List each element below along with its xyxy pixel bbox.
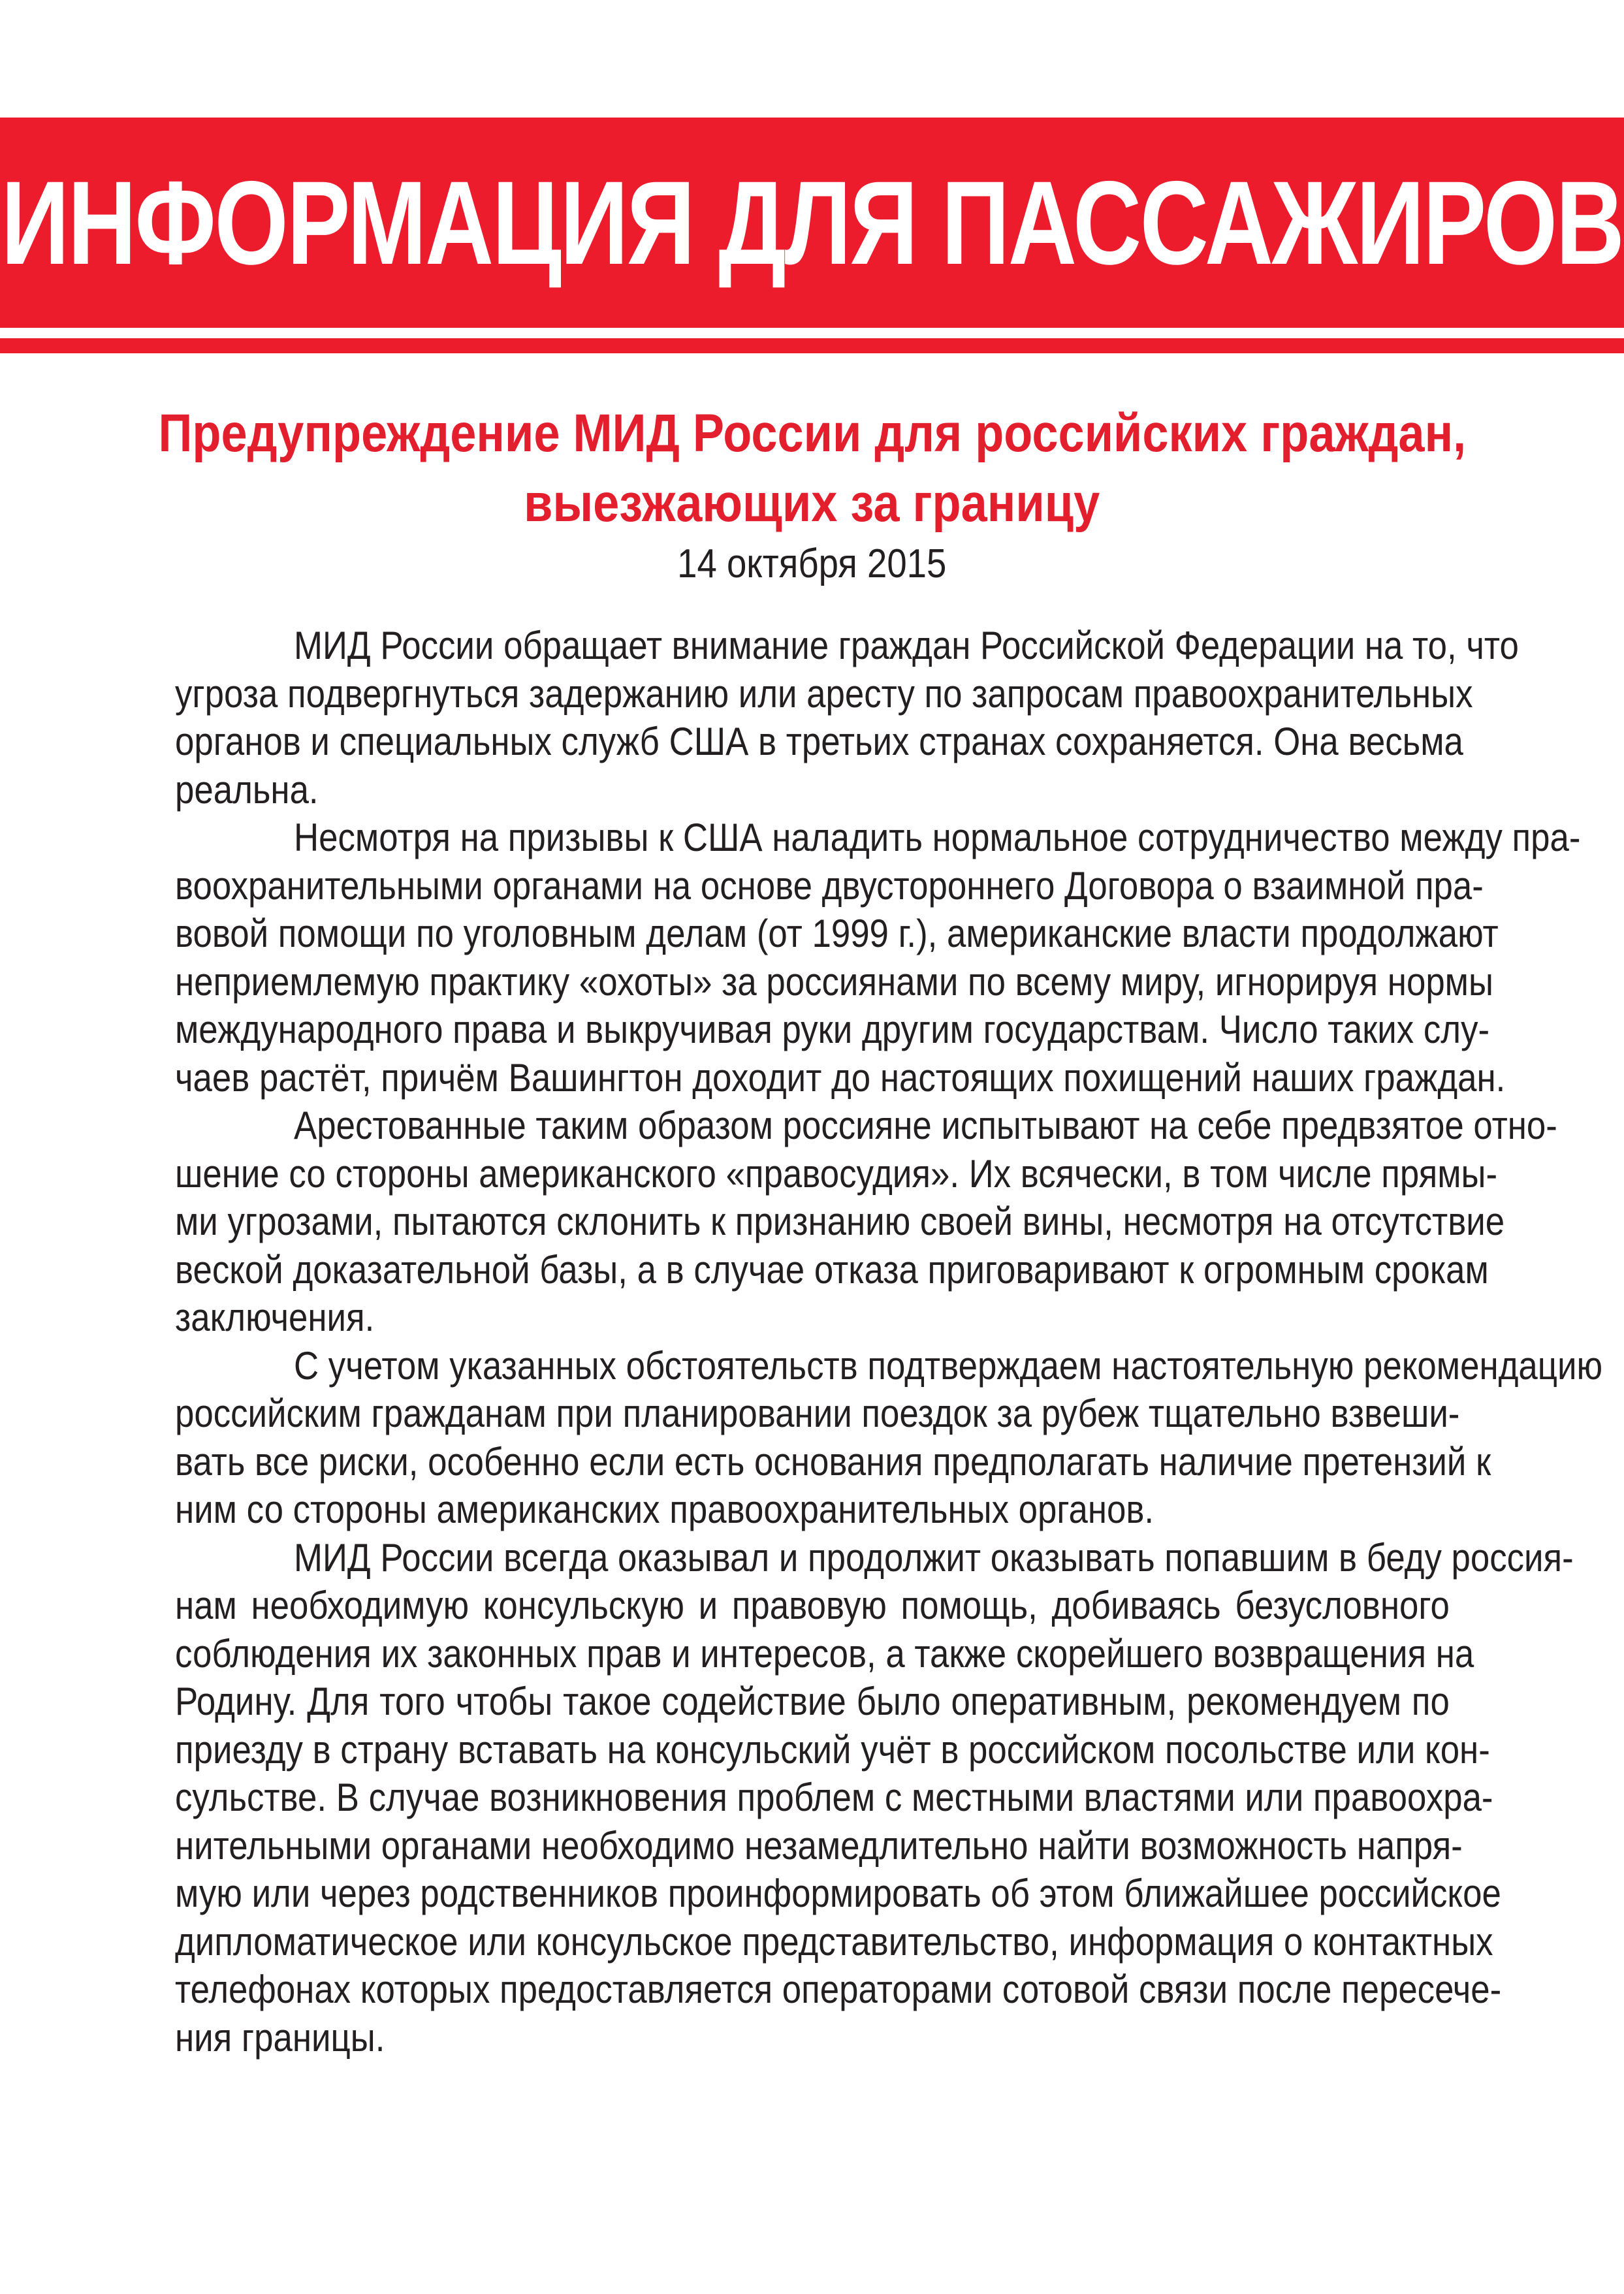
text-line: Несмотря на призывы к США наладить нормальное сотрудничество между пра- (294, 816, 1581, 859)
banner-title: ИНФОРМАЦИЯ ДЛЯ ПАССАЖИРОВ (1, 156, 1623, 289)
text-line: органов и специальных служб США в третьих странах сохраняется. Она весьма (175, 720, 1463, 763)
text-line: соблюдения их законных прав и интересов, а также скорейшего возвращения на (175, 1631, 1474, 1676)
text-line: телефонах которых предоставляется операторами сотовой связи после пересече- (175, 1967, 1502, 2011)
text-line: С учетом указанных обстоятельств подтверждаем настоятельную рекомендацию (294, 1343, 1603, 1388)
text-line: ния границы. (175, 2015, 385, 2060)
text-line: МИД России всегда оказывал и продолжит оказывать попавшим в беду россия- (294, 1535, 1574, 1580)
text-line: вовой помощи по уголовным делам (от 1999 г.), американские власти продолжают (175, 912, 1499, 955)
text-line: мую или через родственников проинформировать об этом ближайшее российское (175, 1872, 1501, 1915)
text-line: веской доказательной базы, а в случае отказа приговаривают к огромным срокам (175, 1247, 1489, 1292)
text-line: неприемлемую практику «охоты» за россиянами по всему миру, игнорируя нормы (175, 959, 1493, 1004)
heading-line-1: Предупреждение МИД России для российских граждан, (158, 404, 1466, 463)
text-line: чаев растёт, причём Вашингтон доходит до настоящих похищений наших граждан. (175, 1055, 1506, 1100)
text-line: Арестованные таким образом россияне испытывают на себе предвзятое отно- (294, 1104, 1557, 1147)
heading-line-2: выезжающих за границу (524, 473, 1100, 533)
text-line: воохранительными органами на основе двустороннего Договора о взаимной пра- (175, 863, 1484, 908)
text-line: российским гражданам при планировании поездок за рубеж тщательно взвеши- (175, 1392, 1460, 1435)
body-text (175, 622, 1603, 2062)
text-line: международного права и выкручивая руки другим государствам. Число таких слу- (175, 1008, 1490, 1051)
text-line: Родину. Для того чтобы такое содействие было оперативным, рекомендуем по (175, 1680, 1450, 1723)
text-line: угроза подвергнуться задержанию или аресту по запросам правоохранительных (175, 671, 1473, 716)
document-heading (0, 398, 1624, 590)
text-line: вать все риски, особенно если есть основания предполагать наличие претензий к (175, 1439, 1491, 1484)
text-line: приезду в страну вставать на консульский учёт в российском посольстве или кон- (175, 1727, 1490, 1772)
text-line: ми угрозами, пытаются склонить к признанию своей вины, несмотря на отсутствие (175, 1200, 1505, 1243)
text-line: шение со стороны американского «правосудия». Их всячески, в том числе прямы- (175, 1151, 1498, 1196)
banner-stripe (0, 338, 1624, 353)
text-line: дипломатическое или консульское представительство, информация о контактных (175, 1919, 1493, 1964)
text-line: ним со стороны американских правоохранительных органов. (175, 1488, 1154, 1531)
text-line: нительными органами необходимо незамедлительно найти возможность напря- (175, 1823, 1463, 1868)
text-line: сульстве. В случае возникновения проблем с местными властями или правоохра- (175, 1776, 1493, 1819)
text-line: МИД России обращает внимание граждан Российской Федерации на то, что (294, 624, 1519, 667)
text-line: нам необходимую консульскую и правовую помощь, добиваясь безусловного (175, 1584, 1450, 1627)
text-line: заключения. (175, 1296, 375, 1339)
document-date: 14 октября 2015 (677, 541, 947, 586)
header-banner (0, 118, 1624, 328)
text-line: реальна. (175, 767, 319, 812)
